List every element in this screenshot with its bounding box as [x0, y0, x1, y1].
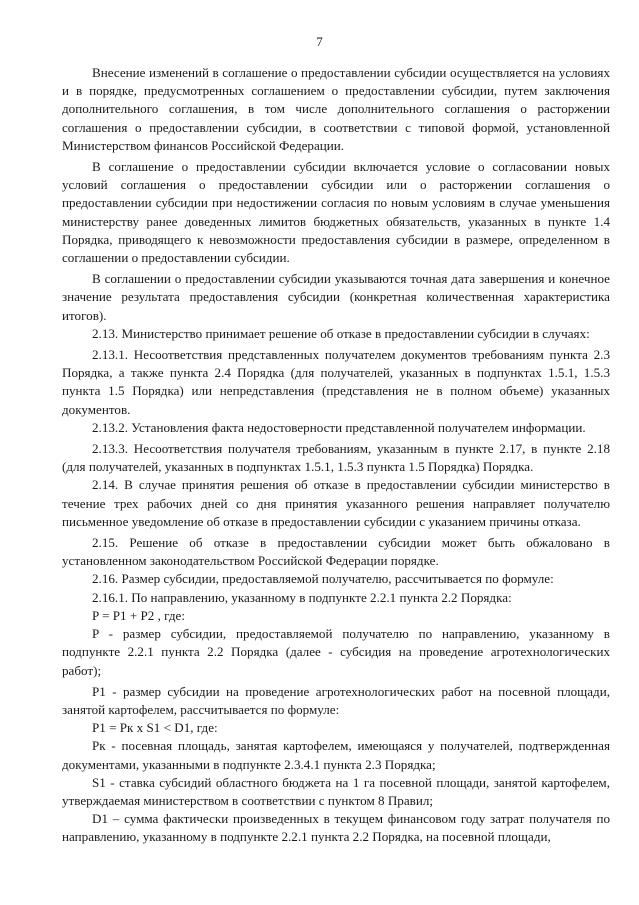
paragraph: D1 – сумма фактически произведенных в текущем финансовом году затрат получателя по направлению, указанному в подпункте 2.2.1 пункта 2.2 Порядка, на посевной площади, — [62, 811, 610, 845]
paragraph: P - размер субсидии, предоставляемой получателю по направлению, указанному в подпункте 2.2.1 пункта 2.2 Порядка (далее - субсидия на проведение агротехнологических работ); — [62, 626, 610, 678]
paragraph: В соглашение о предоставлении субсидии включается условие о согласовании новых условий соглашения о предоставлении субсидии или о расторжении соглашения о предоставлении субсидии при недостижении согласия по новым условиям в случае уменьшения министерству ранее доведенных лимитов бюджетных обязательств, указанных в пункте 1.4 Порядка, приводящего к невозможности предоставления субсидии в размере, определенном в соглашении о предоставлении субсидии. — [62, 159, 610, 266]
paragraph: 2.16. Размер субсидии, предоставляемой получателю, рассчитывается по формуле: — [92, 571, 554, 587]
formula-line: P = P1 + P2 , где: — [92, 607, 185, 623]
paragraph: 2.15. Решение об отказе в предоставлении субсидии может быть обжаловано в установленном законодательством Российской Федерации порядке. — [62, 535, 610, 569]
document-body — [62, 64, 610, 847]
paragraph: В соглашении о предоставлении субсидии указываются точная дата завершения и конечное значение результата предоставления субсидии (конкретная количественная характеристика итогов). — [62, 271, 610, 323]
paragraph: 2.13. Министерство принимает решение об отказе в предоставлении субсидии в случаях: — [92, 325, 590, 341]
paragraph: P1 - размер субсидии на проведение агротехнологических работ на посевной площади, занятой картофелем, рассчитывается по формуле: — [62, 683, 610, 717]
page-number: 7 — [316, 34, 323, 49]
formula-line: P1 = Pк x S1 < D1, где: — [92, 720, 218, 736]
paragraph: S1 - ставка субсидий областного бюджета на 1 га посевной площади, занятой картофелем, утверждаемая министерством в соответствии с пунктом 8 Правил; — [62, 774, 610, 808]
paragraph: 2.14. В случае принятия решения об отказе в предоставлении субсидии министерство в течение трех рабочих дней со дня принятия указанного решения направляет получателю письменное уведомление об отказе в предоставлении субсидии с указанием причины отказа. — [62, 477, 610, 529]
paragraph: 2.13.2. Установления факта недостоверности представленной получателем информации. — [92, 419, 586, 435]
paragraph: 2.13.1. Несоответствия представленных получателем документов требованиям пункта 2.3 Порядка, а также пункта 2.4 Порядка (для получателей, указанных в подпунктах 1.5.1, 1.5.3 пункта 1.5 Порядка) или непредставления (представления не в полном объеме) указанных документов. — [62, 347, 610, 417]
paragraph: 2.16.1. По направлению, указанному в подпункте 2.2.1 пункта 2.2 Порядка: — [92, 589, 512, 605]
paragraph: 2.13.3. Несоответствия получателя требованиям, указанным в пункте 2.17, в пункте 2.18 (для получателей, указанных в подпунктах 1.5.1, 1.5.3 пункта 1.5 Порядка) Порядка. — [62, 441, 610, 475]
paragraph: Pк - посевная площадь, занятая картофелем, имеющаяся у получателей, подтвержденная документами, указанными в подпункте 2.3.4.1 пункта 2.3 Порядка; — [62, 738, 610, 772]
paragraph: Внесение изменений в соглашение о предоставлении субсидии осуществляется на условиях и в порядке, предусмотренных соглашением о предоставлении субсидии, путем заключения дополнительного соглашения, в том числе дополнительного соглашения о расторжении соглашения о предоставлении субсидии, в соответствии с типовой формой, установленной Министерством финансов Российской Федерации. — [62, 65, 610, 153]
